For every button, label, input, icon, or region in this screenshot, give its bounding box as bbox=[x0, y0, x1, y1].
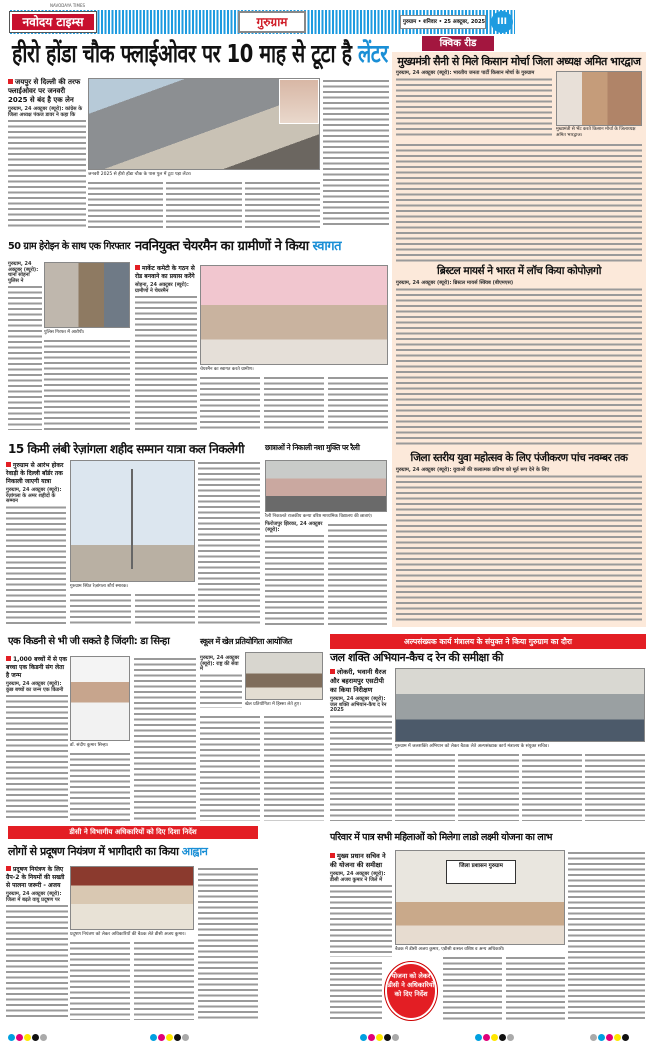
lado-badge: योजना को लेकर डीसी ने अधिकारियों को दिए निर्देश bbox=[385, 962, 437, 1020]
water-body-col5 bbox=[585, 752, 645, 821]
pollution-body-col2 bbox=[70, 940, 130, 1020]
lead-body-col4 bbox=[245, 180, 320, 228]
water-headline: जल शक्ति अभियान-कैच द रेन की समीक्षा की bbox=[330, 651, 503, 664]
water-banner: अल्पसंख्यक कार्य मंत्रालय के संयुक्त ने किया गुरुग्राम का दौरा bbox=[330, 634, 646, 649]
rally-body-col1: फिरोजपुर झिरका, 24 अक्टूबर (ब्यूरो): bbox=[265, 522, 324, 626]
sports-headline: स्कूल में खेल प्रतियोगिता आयोजित bbox=[200, 637, 292, 646]
pollution-photo-stack bbox=[70, 866, 194, 1020]
lead-body-col1: गुरुग्राम, 24 अक्टूबर (ब्यूरो): कांग्रेस के जिला अध्यक्ष पंकज डावर ने कहा कि bbox=[8, 107, 86, 228]
quick-read-headline-2: ब्रिस्टल मायर्स ने भारत में लॉच किया कोपोज़गो bbox=[437, 264, 601, 277]
heroin-photo-stack bbox=[44, 262, 130, 430]
lead-body-col2 bbox=[88, 180, 163, 228]
lado-photo bbox=[395, 850, 565, 945]
pollution-headline: लोगों से प्रदूषण नियंत्रण में भागीदारी का किया आह्वान bbox=[8, 845, 208, 858]
lado-caption: बैठक में डीसी अजय कुमार, एडीसी वत्सल वशिष्ठ व अन्य अधिकारी। bbox=[395, 947, 505, 952]
lead-photo-caption: जनवरी 2025 से हीरो होंडा चौक के पास पुल में टूटा पड़ा लेंटर। bbox=[88, 172, 192, 177]
pollution-body-col4 bbox=[198, 866, 258, 1020]
lado-body-col5 bbox=[568, 850, 645, 1020]
sports-body-col1: गुरुग्राम, 24 अक्टूबर (ब्यूरो): राष्ट्र की सेवा में bbox=[200, 656, 242, 708]
quick-read-body-1b bbox=[396, 142, 642, 262]
color-dots-5 bbox=[590, 1026, 630, 1045]
rally-headline: छात्राओं ने निकाली नशा मुक्ति पर रैली bbox=[265, 443, 360, 452]
chairman-col1 bbox=[135, 265, 197, 430]
kidney-body-col1: गुरुग्राम, 24 अक्टूबर (ब्यूरो): कुछ बच्चों का जन्म एक किडनी bbox=[6, 682, 68, 821]
water-photo-stack bbox=[395, 668, 645, 821]
lado-col1 bbox=[330, 852, 392, 957]
water-body-col2 bbox=[395, 752, 455, 821]
color-dots-3 bbox=[360, 1026, 400, 1045]
water-col1 bbox=[330, 668, 392, 821]
lado-body-col3 bbox=[443, 955, 502, 1020]
water-body-col3 bbox=[458, 752, 518, 821]
color-dots-1 bbox=[8, 1026, 48, 1045]
page-number-badge: III bbox=[491, 11, 513, 33]
pollution-body-col1: गुरुग्राम, 24 अक्टूबर (ब्यूरो): जिला में बढ़ते वायु प्रदूषण पर bbox=[6, 892, 68, 1020]
rezangla-photo bbox=[70, 460, 195, 582]
quick-read-photo-1 bbox=[556, 71, 642, 126]
pollution-photo bbox=[70, 866, 194, 930]
rezangla-body-col1: गुरुग्राम, 24 अक्टूबर (ब्यूरो): रेज़ांगला के अमर शहीदों के सम्मान bbox=[6, 488, 66, 626]
chairman-photo-stack bbox=[200, 265, 388, 430]
heroin-headline: 50 ग्राम हेरोइन के साथ एक गिरफ्तार bbox=[8, 241, 131, 252]
chairman-photo bbox=[200, 265, 388, 365]
rezangla-body-col4 bbox=[198, 460, 260, 626]
rally-caption: रैली निकालते राजकीय कन्या वरिष्ठ माध्यमिक विद्यालय की छात्राएं। bbox=[265, 514, 373, 519]
rezangla-caption: गुरुग्राम स्थित रेज़ांगला शौर्य स्मारक। bbox=[70, 584, 129, 589]
lead-photo-stack bbox=[88, 78, 320, 228]
sports-body-col3 bbox=[264, 714, 324, 821]
kidney-subhead: 1,000 बच्चों में से एक बच्चा एक किडनी संग लेता है जन्म bbox=[6, 656, 67, 679]
paper-logo: नवोदय टाइम्स bbox=[10, 12, 96, 32]
sports-body-col2 bbox=[200, 714, 260, 821]
lead-subhead: जयपुर से दिल्ली की तरफ फ्लाईओवर पर जनवरी 2025 से बंद है एक लेन bbox=[8, 78, 86, 105]
rezangla-col1 bbox=[6, 462, 66, 626]
heroin-photo bbox=[44, 262, 130, 328]
kidney-headline: एक किडनी से भी जी सकते है जिंदगी: डा सिन्हा bbox=[8, 636, 170, 647]
quick-read-caption-1: मुख्यमंत्री से भेंट करते किसान मोर्चा के जिलाध्यक्ष अमित भारद्वाज। bbox=[556, 127, 636, 138]
lead-body-col5 bbox=[323, 78, 389, 228]
kidney-photo bbox=[70, 656, 130, 741]
lead-headline: हीरो होंडा चौक फ्लाईओवर पर 10 माह से टूटा है लेंटर bbox=[12, 39, 388, 68]
rally-photo bbox=[265, 460, 387, 512]
lado-body-col1: गुरुग्राम, 24 अक्टूबर (ब्यूरो): डीसी अजय कुमार ने जिले में bbox=[330, 872, 392, 957]
water-caption: गुरुग्राम में जलशक्ति अभियान को लेकर बैठक लेते अल्पसंख्यक कार्य मंत्रालय के संयुक्त सचिव। bbox=[395, 744, 550, 749]
quick-read-headline-3: जिला स्तरीय युवा महोत्सव के लिए पंजीकरण पांच नवम्बर तक bbox=[410, 452, 628, 465]
quick-read-box bbox=[392, 52, 646, 627]
lado-body-col4 bbox=[506, 955, 565, 1020]
lado-headline: परिवार में पात्र सभी महिलाओं को मिलेगा लाडो लक्ष्मी योजना का लाभ bbox=[330, 832, 552, 843]
pollution-body-col3 bbox=[134, 940, 194, 1020]
lead-body-col3 bbox=[166, 180, 241, 228]
rezangla-body-col2 bbox=[70, 592, 131, 626]
water-body-col1: गुरुग्राम, 24 अक्टूबर (ब्यूरो): जल शक्ति अभियान-कैच द रेन 2025 bbox=[330, 697, 392, 821]
rezangla-headline: 15 किमी लंबी रेज़ांगला शहीद सम्मान यात्रा कल निकलेगी bbox=[8, 442, 245, 456]
quick-read-headline-1: मुख्यमंत्री सैनी से मिले किसान मोर्चा जिला अध्यक्ष अमित भारद्वाज bbox=[397, 55, 641, 68]
lado-body-col1b bbox=[330, 960, 382, 1020]
kidney-photo-stack bbox=[70, 656, 130, 821]
pollution-banner: डीसी ने विभागीय अधिकारियों को दिए दिशा निर्देश bbox=[8, 826, 258, 839]
color-dots-2 bbox=[150, 1026, 190, 1045]
sports-photo bbox=[245, 652, 323, 700]
sports-photo-stack bbox=[245, 652, 323, 710]
rezangla-body-col3 bbox=[135, 592, 196, 626]
lado-photo-sign: जिला प्रशासन गुरुग्राम bbox=[446, 860, 516, 884]
lead-col1 bbox=[8, 78, 86, 228]
sports-caption: खेल प्रतियोगिता में हिस्सा लेते हुए। bbox=[245, 702, 301, 707]
water-photo bbox=[395, 668, 645, 742]
kidney-col1 bbox=[6, 656, 68, 821]
rally-stack bbox=[265, 460, 387, 626]
kidney-caption: डॉ. संदीप कुमार सिन्हा। bbox=[70, 743, 109, 748]
chairman-body-col2 bbox=[200, 375, 260, 430]
chairman-headline: नवनियुक्त चेयरमैन का ग्रामीणों ने किया स्वागत bbox=[135, 239, 342, 254]
paper-tagline: NAVODAYA TIMES bbox=[50, 3, 86, 8]
chairman-body-col4 bbox=[328, 375, 388, 430]
chairman-caption: चेयरमैन का स्वागत करते ग्रामीण। bbox=[200, 367, 254, 372]
pollution-subhead: प्रदूषण नियंत्रण के लिए ग्रैप-2 के नियमों की सख्ती से पालना जरूरी - अजय bbox=[6, 866, 68, 890]
chairman-body-col3 bbox=[264, 375, 324, 430]
heroin-body-col1: गुरुग्राम, 24 अक्टूबर (ब्यूरो): थाना सोहना पुलिस ने bbox=[8, 262, 42, 430]
section-title: गुरुग्राम bbox=[238, 11, 306, 33]
lead-headline-accent: लेंटर bbox=[357, 39, 388, 68]
quick-read-tab: क्विक रीड bbox=[422, 36, 494, 51]
quick-read-body-1: गुरुग्राम, 24 अक्टूबर (ब्यूरो): भारतीय जनता पार्टी किसान मोर्चा के गुरुग्राम bbox=[396, 71, 552, 139]
lead-photo bbox=[88, 78, 320, 170]
heroin-caption: पुलिस गिरफ्त में आरोपी। bbox=[44, 330, 85, 335]
dateline: गुरुग्राम • शनिवार • 25 अक्टूबर, 2025 bbox=[400, 15, 486, 29]
kidney-body-col2 bbox=[70, 751, 130, 821]
chairman-subhead: मार्केट कमेटी के गठन से रोड बनवाने का प्रयास करेंगे bbox=[135, 265, 197, 281]
water-body-col4 bbox=[522, 752, 582, 821]
quick-read-body-3: गुरुग्राम, 24 अक्टूबर (ब्यूरो): युवाओं की कलात्मक प्रतिभा को मूर्त रूप देने के लिए bbox=[396, 468, 642, 624]
lead-photo-inset bbox=[279, 79, 319, 124]
pollution-caption: प्रदूषण नियंत्रण को लेकर अधिकारियों की बैठक लेते डीसी अजय कुमार। bbox=[70, 932, 186, 937]
flagpole bbox=[131, 469, 133, 569]
pollution-col1 bbox=[6, 866, 68, 1020]
kidney-body-col3 bbox=[134, 656, 196, 821]
rezangla-photo-stack bbox=[70, 460, 195, 626]
water-subhead: लोकरी, भवानी धैरज और बहरामपुर एसटीपी का किया निरीक्षण bbox=[330, 668, 392, 695]
heroin-body-col2 bbox=[44, 338, 130, 430]
chairman-body-col1: सोहना, 24 अक्टूबर (ब्यूरो): ग्रामीणों ने चेयरमैन bbox=[135, 283, 197, 430]
color-dots-4 bbox=[475, 1026, 515, 1045]
rezangla-subhead: गुरुग्राम से आरंभ होकर रेवाड़ी के दिल्ली बॉर्डर तक निकाली जाएगी यात्रा bbox=[6, 462, 66, 486]
lado-subhead: मुख्य प्रधान सचिव ने की योजना की समीक्षा bbox=[330, 852, 392, 870]
rally-body-col2 bbox=[328, 522, 387, 626]
quick-read-body-2: गुरुग्राम, 24 अक्टूबर (ब्यूरो): ब्रिस्टल मायर्स स्क्विब (बीएमएस) bbox=[396, 281, 642, 449]
